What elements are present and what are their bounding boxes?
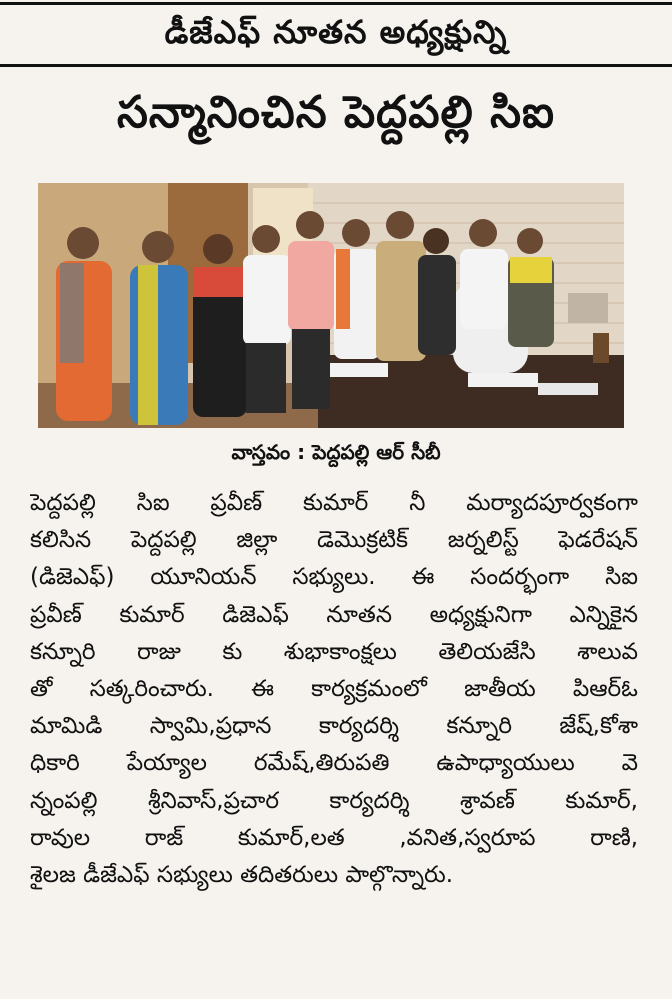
headline-line-1: డీజేఎఫ్ నూతన అధ్యక్షున్ని	[164, 13, 508, 51]
group-photo-image	[38, 183, 624, 428]
body-line: ప్రవీణ్ కుమార్ డిజెఎఫ్ నూతన అధ్యక్షునిగా ఎన్నికైన	[30, 601, 638, 628]
photo-caption: వాస్తవం : పెద్దపల్లి ఆర్ సీబీ	[231, 440, 441, 464]
body-line: కలిసిన పెద్దపల్లి జిల్లా డెమొక్రటిక్ జర్నలిస్ట్ ఫెడరేషన్	[30, 527, 638, 554]
body-line: ధికారి పేయ్యాల రమేష్,తిరుపతి ఉపాధ్యాయులు వె	[30, 750, 638, 777]
body-line: (డిజెఎఫ్) యూనియన్ సభ్యులు. ఈ సందర్భంగా సిఐ	[30, 564, 638, 591]
headline-divider	[0, 64, 672, 67]
body-line: పెద్దపల్లి సిఐ ప్రవీణ్ కుమార్ నీ మర్యాదపూర్వకంగా	[30, 490, 638, 516]
body-line: కన్నూరి రాజు కు శుభాకాంక్షలు తెలియజేసి శాలువ	[30, 638, 638, 665]
body-line: తో సత్కరించారు. ఈ కార్యక్రమంలో జాతీయ పిఆర్ఓ	[30, 676, 638, 703]
top-rule	[0, 2, 672, 5]
body-line: రావుల రాజ్ కుమార్,లత ,వనిత,స్వరూప రాణి,	[30, 824, 638, 851]
body-line: శైలజ డీజేఎఫ్ సభ్యులు తదితరులు పాల్గొన్నారు.	[30, 862, 454, 889]
article-body	[30, 485, 638, 894]
body-line: మామిడి స్వామి,ప్రధాన కార్యదర్శి కన్నూరి జేష్,కోశా	[30, 713, 638, 740]
body-line: న్నంపల్లి శ్రీనివాస్,ప్రచార కార్యదర్శి శ్రావణ్ కుమార్,	[30, 787, 638, 814]
news-photo	[38, 183, 624, 428]
headline-line-2: సన్మానించిన పెద్దపల్లి సిఐ	[117, 87, 555, 138]
